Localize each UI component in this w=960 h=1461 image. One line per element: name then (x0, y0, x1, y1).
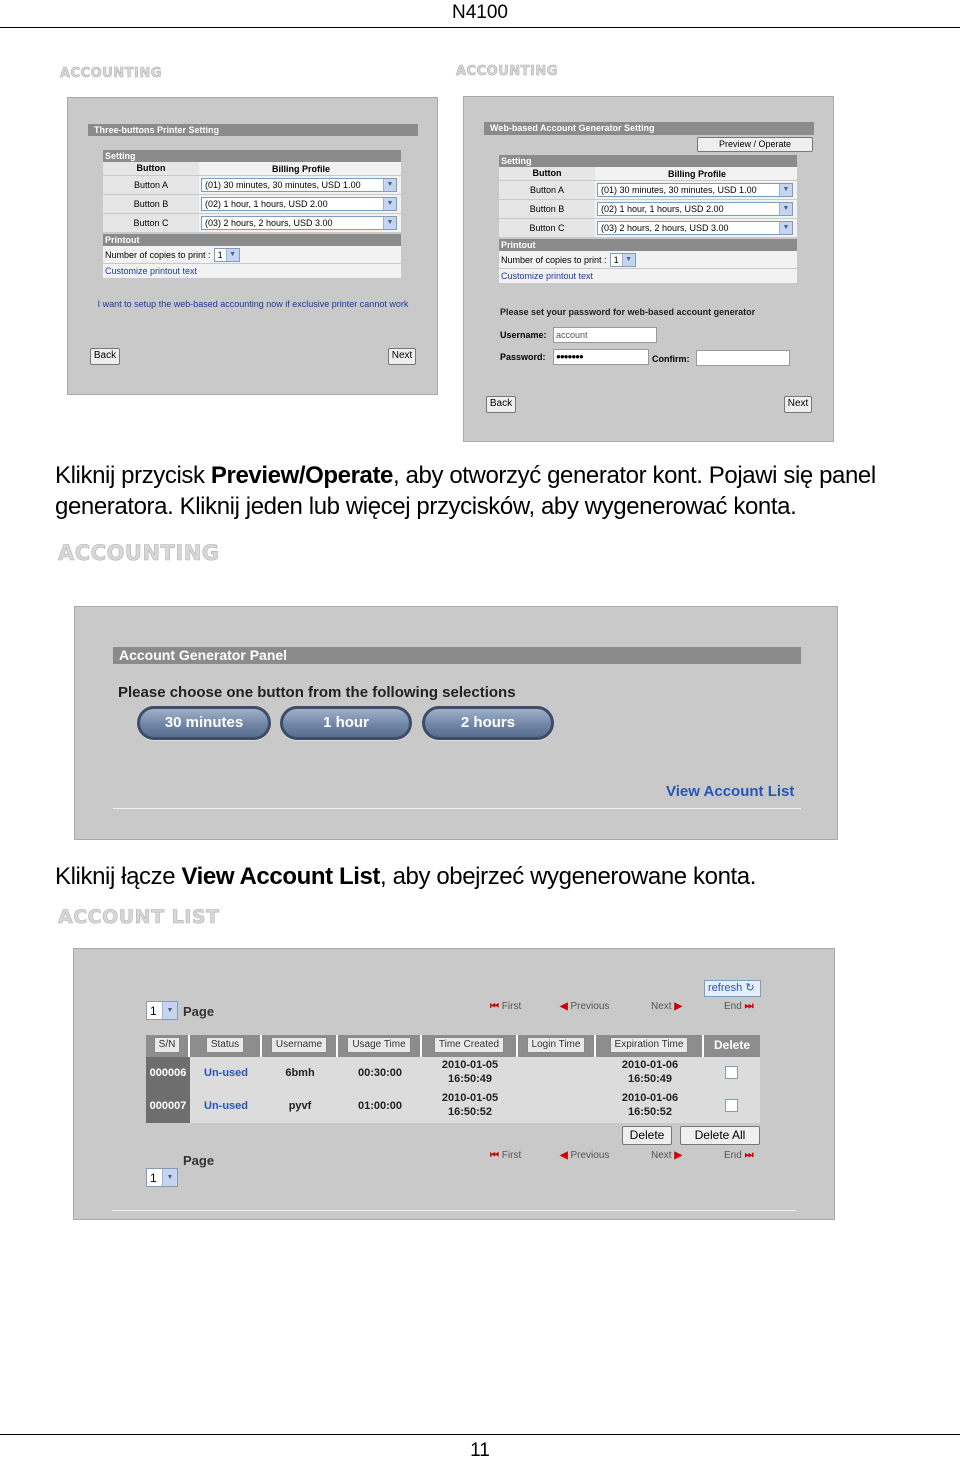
fig1-panel-title: Three-buttons Printer Setting (88, 124, 418, 136)
col-login-label: Login Time (527, 1037, 586, 1053)
fig1-profile-b-value: (02) 1 hour, 1 hours, USD 2.00 (205, 199, 328, 209)
fig2-panel (463, 96, 834, 442)
refresh-icon: ↻ (745, 982, 755, 994)
first-label: First (501, 1150, 522, 1161)
fig1-profile-c-select[interactable] (201, 216, 397, 230)
row1-status: Un-used (204, 1067, 248, 1079)
fig2-row-a-label: Button A (499, 181, 595, 199)
page-label-top: Page (183, 1004, 215, 1019)
col-usage-time (338, 1035, 422, 1057)
row1-usage: 00:30:00 (357, 1067, 403, 1079)
fig2-row-b-label: Button B (499, 200, 595, 218)
fig2-password-label: Password: (500, 352, 546, 362)
chevron-down-icon: ▼ (779, 222, 792, 234)
row1-exp-time: 16:50:49 (627, 1073, 673, 1085)
fig2-confirm-label: Confirm: (652, 354, 690, 364)
chevron-down-icon: ▼ (162, 1169, 177, 1186)
col-time-created (422, 1035, 518, 1057)
row2-exp-time: 16:50:52 (627, 1106, 673, 1118)
fig2-back-button[interactable]: Back (486, 396, 516, 413)
para1-text-2: , aby otworzyć generator kont. Pojawi się panel (393, 462, 876, 489)
paragraph-2 (55, 861, 915, 892)
fig1-panel (67, 97, 438, 395)
row1-exp-date: 2010-01-06 (621, 1059, 679, 1071)
fig2-col-button: Button (499, 167, 595, 180)
fig4-divider (112, 1210, 796, 1211)
refresh-button[interactable] (704, 980, 761, 997)
view-account-list-link[interactable]: View Account List (666, 783, 795, 800)
fig1-profile-a-value: (01) 30 minutes, 30 minutes, USD 1.00 (205, 180, 361, 190)
row2-sn: 000007 (149, 1100, 187, 1112)
preview-operate-button[interactable]: Preview / Operate (697, 137, 813, 152)
first-link-top[interactable] (490, 1001, 521, 1012)
fig2-section-title: ACCOUNTING (456, 64, 558, 79)
para2-text-1: Kliknij łącze (55, 863, 182, 890)
chevron-down-icon: ▼ (779, 203, 792, 215)
fig2-profile-a-value: (01) 30 minutes, 30 minutes, USD 1.00 (601, 185, 757, 195)
fig3-panel-title: Account Generator Panel (113, 647, 801, 664)
fig1-next-button[interactable]: Next (388, 348, 416, 365)
fig2-profile-b-value: (02) 1 hour, 1 hours, USD 2.00 (601, 204, 724, 214)
col-sn-label: S/N (154, 1037, 181, 1053)
row2-status: Un-used (204, 1100, 248, 1112)
fig1-row-b-label: Button B (103, 195, 199, 213)
last-page-icon: ⏭ (744, 1001, 754, 1012)
previous-link-bottom[interactable] (560, 1150, 609, 1161)
page-select-top[interactable] (146, 1001, 178, 1020)
col-expiration-time (596, 1035, 704, 1057)
chevron-down-icon: ▼ (383, 217, 396, 229)
row2-created-time: 16:50:52 (447, 1106, 493, 1118)
fig2-confirm-input[interactable] (696, 350, 790, 366)
fig2-profile-c-select[interactable] (597, 221, 793, 235)
previous-icon: ◀ (560, 1150, 568, 1161)
fig1-setting-label: Setting (103, 150, 401, 162)
fig1-profile-b-select[interactable] (201, 197, 397, 211)
para1-bold: Preview/Operate (210, 462, 394, 489)
row1-sn: 000006 (149, 1067, 187, 1079)
col-login-time (518, 1035, 596, 1057)
fig1-back-button[interactable]: Back (90, 348, 120, 365)
col-created-label: Time Created (434, 1037, 504, 1053)
page-label-bottom: Page (183, 1153, 215, 1168)
last-page-icon: ⏭ (744, 1150, 754, 1161)
row2-created-date: 2010-01-05 (441, 1092, 499, 1104)
fig1-row-c-label: Button C (103, 214, 199, 232)
chevron-down-icon: ▼ (622, 254, 635, 266)
fig2-copies-label: Number of copies to print : (501, 254, 607, 265)
fig1-notice-link[interactable]: I want to setup the web-based accounting now if exclusive printer cannot work (97, 299, 409, 309)
fig1-setting-table (103, 150, 401, 278)
fig2-profile-b-select[interactable] (597, 202, 793, 216)
col-username (262, 1035, 338, 1057)
header-title: N4100 (452, 2, 508, 23)
row1-created-date: 2010-01-05 (441, 1059, 499, 1071)
fig1-profile-a-select[interactable] (201, 178, 397, 192)
end-label: End (724, 1150, 742, 1161)
col-sn (146, 1035, 190, 1057)
chevron-down-icon: ▼ (162, 1002, 177, 1019)
fig2-copies-value: 1 (613, 254, 619, 265)
page-select-top-value: 1 (150, 1003, 157, 1018)
footer-rule (0, 1434, 960, 1435)
delete-button[interactable]: Delete (622, 1126, 672, 1145)
fig1-section-title: ACCOUNTING (60, 66, 162, 81)
fig1-profile-c-value: (03) 2 hours, 2 hours, USD 3.00 (205, 218, 333, 228)
next-link-bottom[interactable] (651, 1150, 682, 1161)
generate-30-minutes-button[interactable]: 30 minutes (137, 706, 271, 740)
next-label: Next (651, 1001, 672, 1012)
previous-link-top[interactable] (560, 1001, 609, 1012)
end-link-bottom[interactable] (724, 1150, 754, 1161)
generate-1-hour-button[interactable]: 1 hour (280, 706, 412, 740)
col-status (190, 1035, 262, 1057)
chevron-down-icon: ▼ (779, 184, 792, 196)
next-label: Next (651, 1150, 672, 1161)
para2-bold: View Account List (181, 863, 381, 890)
col-username-label: Username (271, 1037, 327, 1053)
page-select-bottom-value: 1 (150, 1170, 157, 1185)
page-header (0, 0, 960, 28)
first-page-icon: ⏮ (490, 1001, 499, 1012)
page-select-bottom[interactable] (146, 1168, 178, 1187)
end-link-top[interactable] (724, 1001, 754, 1012)
fig1-col-button: Button (103, 162, 199, 175)
fig1-copies-select[interactable] (214, 248, 240, 262)
row2-username: pyvf (288, 1100, 312, 1112)
para1-text-1: Kliknij przycisk (55, 462, 211, 489)
fig2-password-input[interactable]: ●●●●●●● (553, 349, 649, 365)
fig2-username-label: Username: (500, 330, 547, 340)
chevron-down-icon: ▼ (383, 179, 396, 191)
fig2-profile-a-select[interactable] (597, 183, 793, 197)
next-icon: ▶ (674, 1001, 683, 1012)
first-label: First (501, 1001, 522, 1012)
fig3-divider (113, 808, 801, 809)
previous-icon: ◀ (560, 1001, 568, 1012)
fig2-profile-c-value: (03) 2 hours, 2 hours, USD 3.00 (601, 223, 729, 233)
fig1-copies-label: Number of copies to print : (105, 249, 211, 260)
fig2-next-button[interactable]: Next (784, 396, 812, 413)
previous-label: Previous (570, 1001, 610, 1012)
fig3-section-title: ACCOUNTING (58, 541, 220, 565)
next-link-top[interactable] (651, 1001, 682, 1012)
page-number: 11 (470, 1440, 490, 1461)
row2-delete-checkbox[interactable] (725, 1099, 738, 1112)
row1-username: 6bmh (285, 1067, 315, 1079)
fig1-printout-label: Printout (103, 234, 401, 246)
row1-created-time: 16:50:49 (447, 1073, 493, 1085)
chevron-down-icon: ▼ (226, 249, 239, 261)
fig3-prompt: Please choose one button from the following selections (118, 684, 516, 701)
col-usage-label: Usage Time (347, 1037, 410, 1053)
generate-2-hours-button[interactable]: 2 hours (422, 706, 554, 740)
col-status-label: Status (206, 1037, 244, 1053)
row1-expiration (596, 1058, 704, 1086)
paragraph-1 (55, 460, 915, 522)
row2-exp-date: 2010-01-06 (621, 1092, 679, 1104)
fig2-col-billing: Billing Profile (595, 167, 797, 180)
fig2-customize-link[interactable]: Customize printout text (499, 269, 797, 283)
fig1-copies-value: 1 (217, 249, 223, 260)
fig2-setting-label: Setting (499, 155, 797, 167)
fig4-section-title: ACCOUNT LIST (58, 906, 220, 928)
row2-created (422, 1091, 518, 1119)
delete-all-button[interactable]: Delete All (680, 1126, 760, 1145)
row1-created (422, 1058, 518, 1086)
next-icon: ▶ (674, 1150, 683, 1161)
row2-usage: 01:00:00 (357, 1100, 403, 1112)
fig2-password-prompt: Please set your password for web-based account generator (500, 307, 756, 317)
fig2-row-c-label: Button C (499, 219, 595, 237)
para2-text-2: , aby obejrzeć wygenerowane konta. (380, 863, 756, 890)
first-page-icon: ⏮ (490, 1150, 499, 1161)
col-exp-label: Expiration Time (610, 1037, 689, 1053)
fig3-panel (74, 606, 838, 840)
row1-delete-checkbox[interactable] (725, 1066, 738, 1079)
fig2-panel-title: Web-based Account Generator Setting (484, 122, 814, 135)
previous-label: Previous (570, 1150, 610, 1161)
end-label: End (724, 1001, 742, 1012)
refresh-label: refresh (708, 982, 743, 994)
fig2-setting-table (499, 155, 797, 283)
chevron-down-icon: ▼ (383, 198, 396, 210)
fig2-username-input[interactable]: account (553, 327, 657, 343)
col-delete: Delete (704, 1035, 760, 1057)
first-link-bottom[interactable] (490, 1150, 521, 1161)
fig1-row-a-label: Button A (103, 176, 199, 194)
para1-line-2: generatora. Kliknij jeden lub więcej przycisków, aby wygenerować konta. (55, 493, 797, 520)
fig1-customize-link[interactable]: Customize printout text (103, 264, 401, 278)
fig2-copies-select[interactable] (610, 253, 636, 267)
fig2-printout-label: Printout (499, 239, 797, 251)
fig1-col-billing: Billing Profile (199, 162, 401, 175)
row2-expiration (596, 1091, 704, 1119)
